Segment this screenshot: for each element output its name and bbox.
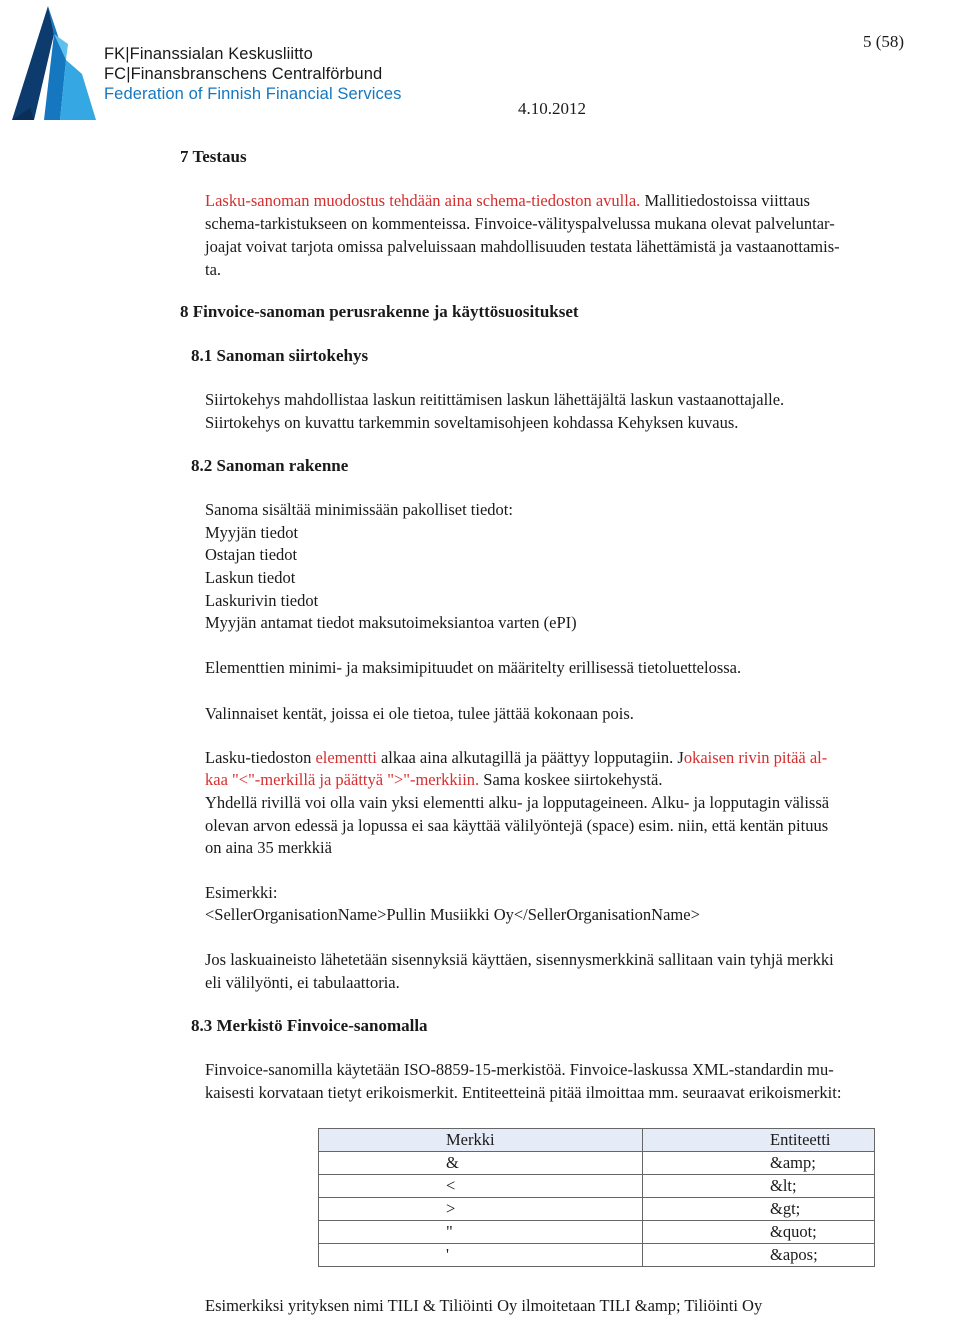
table-row [319,1198,875,1221]
one-line-2: olevan arvon edessä ja lopussa ei saa käyttää välilyöntejä (space) esim. niin, että kentän pituus [205,816,829,835]
table-row [319,1244,875,1267]
table-row [319,1221,875,1244]
text: alkaa aina alkutagillä ja päättyy lopputagiin. J [376,748,684,767]
optional-line: Valinnaiset kentät, joissa ei ole tietoa, tulee jättää kokonaan pois. [205,704,634,723]
one-line-3: on aina 35 merkkiä [205,838,332,857]
red-text: elementti [315,748,377,767]
indent-line-2: eli välilyönti, ei tabulaattoria. [205,973,400,992]
table-row [319,1175,875,1198]
section-8-2-heading: 8.2 Sanoman rakenne [191,456,349,475]
text: Mallitiedostoissa viittaus [640,191,810,210]
section-8-1-line-1: Siirtokehys mahdollistaa laskun reitittämisen laskun lähettäjältä laskun vastaanottajalle. [205,390,785,409]
list-item: Laskurivin tiedot [205,591,319,610]
text: Lasku-tiedoston [205,748,316,767]
document-date: 4.10.2012 [518,99,586,118]
one-line-1: Yhdellä rivillä voi olla vain yksi elementti alku- ja lopputageineen. Alku- ja lopputagin välissä [205,793,830,812]
entity-table [318,1128,875,1267]
table-header-row [319,1129,875,1152]
table-header-cell: Merkki [319,1129,643,1152]
table-cell: &apos; [643,1244,875,1267]
list-item: Myyjän tiedot [205,523,299,542]
charset-line-2: kaisesti korvataan tietyt erikoismerkit. Entiteetteinä pitää ilmoittaa mm. seuraavat erikoismerkit: [205,1083,842,1102]
section-7-line-4: ta. [205,260,222,279]
section-8-1-heading: 8.1 Sanoman siirtokehys [191,346,369,365]
table-cell: &gt; [643,1198,875,1221]
section-7-line-1 [205,190,810,213]
org-name-sv: FC|Finansbranschens Centralförbund [104,65,383,83]
footer-example-line: Esimerkiksi yrityksen nimi TILI & Tiliöinti Oy ilmoitetaan TILI &amp; Tiliöinti Oy [205,1296,763,1315]
table-cell: &quot; [643,1221,875,1244]
red-text: Lasku-sanoman muodostus tehdään aina schema-tiedoston avulla. [205,191,641,210]
text: Sama koskee siirtokehystä. [479,770,663,789]
table-header-cell: Entiteetti [643,1129,875,1152]
elements-line: Elementtien minimi- ja maksimipituudet on määritelty erillisessä tietoluettelossa. [205,658,742,677]
section-8-1-line-2: Siirtokehys on kuvattu tarkemmin soveltamisohjeen kohdassa Kehyksen kuvaus. [205,413,739,432]
table-cell: &amp; [643,1152,875,1175]
example-code: <SellerOrganisationName>Pullin Musiikki Oy</SellerOrganisationName> [205,905,700,924]
table-cell: > [319,1198,643,1221]
red-text: okaisen rivin pitää al- [683,748,828,767]
table-cell: & [319,1152,643,1175]
list-intro: Sanoma sisältää minimissään pakolliset tiedot: [205,500,513,519]
section-7-heading: 7 Testaus [180,147,247,166]
tag-line-2 [205,769,662,792]
indent-line-1: Jos laskuaineisto lähetetään sisennyksiä käyttäen, sisennysmerkkinä sallitaan vain tyhjä merkki [205,950,834,969]
org-name-fi: FK|Finanssialan Keskusliitto [104,45,313,63]
list-item: Myyjän antamat tiedot maksutoimeksiantoa varten (ePI) [205,613,577,632]
table-cell: &lt; [643,1175,875,1198]
red-text: kaa "<"-merkillä ja päättyä ">"-merkkiin. [205,770,480,789]
section-7-line-2: schema-tarkistukseen on kommenteissa. Finvoice-välityspalvelussa mukana olevat palveluntar- [205,214,835,233]
table-cell: " [319,1221,643,1244]
table-cell: ' [319,1244,643,1267]
fk-logo-icon [4,4,100,122]
example-label: Esimerkki: [205,883,278,902]
charset-line-1: Finvoice-sanomilla käytetään ISO-8859-15-merkistöä. Finvoice-laskussa XML-standardin mu- [205,1060,834,1079]
table-cell: < [319,1175,643,1198]
tag-line-1 [205,747,827,770]
section-8-3-heading: 8.3 Merkistö Finvoice-sanomalla [191,1016,428,1035]
table-row [319,1152,875,1175]
section-7-line-3: joajat voivat tarjota omissa palveluissaan mahdollisuuden testata lähettämistä ja vastaanottamis- [205,237,840,256]
org-name-en: Federation of Finnish Financial Services [104,85,402,103]
page-number: 5 (58) [863,32,905,51]
list-item: Ostajan tiedot [205,545,298,564]
list-item: Laskun tiedot [205,568,296,587]
section-8-heading: 8 Finvoice-sanoman perusrakenne ja käyttösuositukset [180,302,579,321]
